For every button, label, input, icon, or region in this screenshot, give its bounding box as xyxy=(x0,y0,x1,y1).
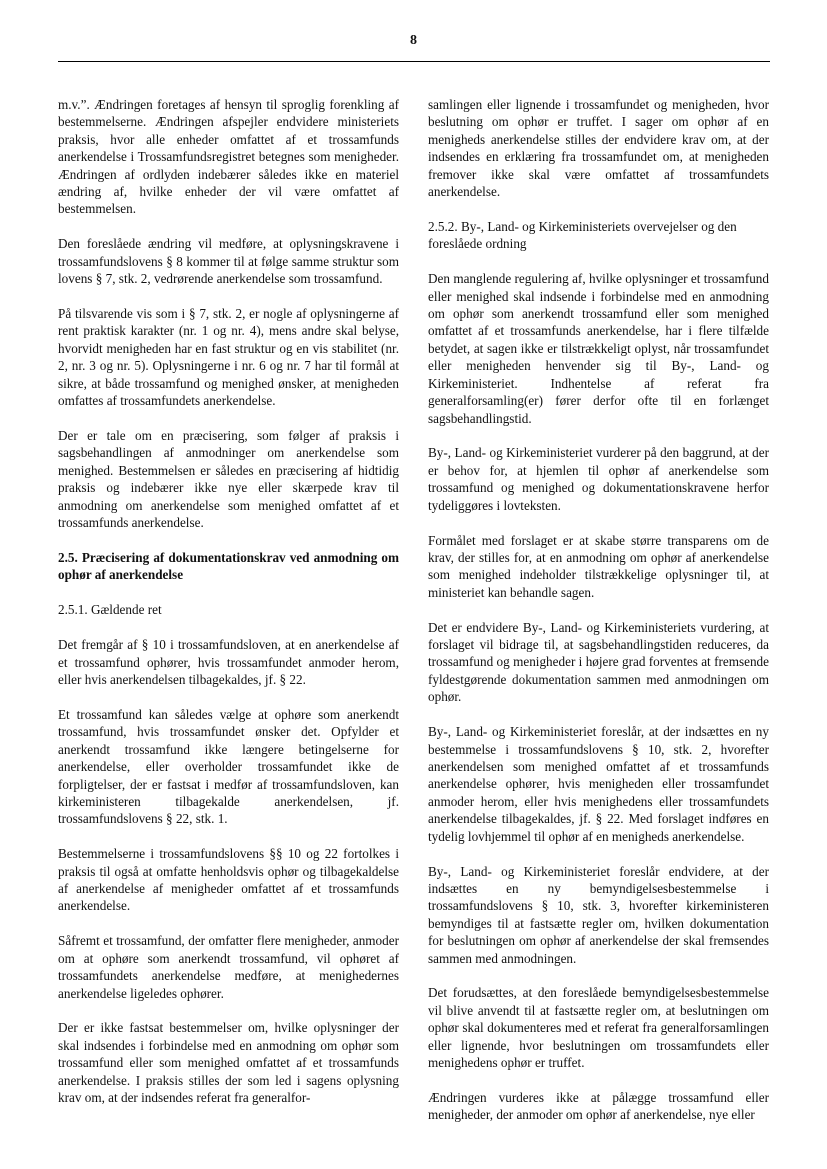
header-rule xyxy=(58,61,770,62)
paragraph: På tilsvarende vis som i § 7, stk. 2, er nogle af oplysningerne af rent praktisk karakter (nr. 1 og nr. 4), mens andre skal belyse, hvorvidt menigheden har en fast struktur og en vis stabilitet (nr. 2, nr. 3 og nr. 5). Oplysningerne i nr. 6 og nr. 7 har til formål at sikre, at både trossamfund og menighed ønsker, at menigheden omfattes af trossamfundets anerkendelse. xyxy=(58,306,399,409)
left-column xyxy=(58,96,399,1124)
paragraph: By-, Land- og Kirkeministeriet foreslår, at der indsættes en ny bestemmelse i trossamfundslovens § 10, stk. 2, hvorefter anerkendelsen som menighed omfattet af et trossamfunds anerkendelse ophører, hvis menigheden eller trossamfundet anmoder herom, eller hvis menighedens eller trossamfundets anerkendelse tilbagekaldes, jf. § 22. Med forslaget indføres en tydelig lovhjemmel til ophør af en menigheds anerkendelse. xyxy=(428,724,769,844)
paragraph: Ændringen vurderes ikke at pålægge trossamfund eller menigheder, der anmoder om ophør af anerkendelse, nye eller xyxy=(428,1090,769,1123)
paragraph: Det forudsættes, at den foreslåede bemyndigelsesbestemmelse vil blive anvendt til at fastsætte regler om, at beslutningen om ophør skal dokumenteres med et referat fra generalforsamlingen eller lignende, hvor beslutningen om trossamfundets eller menighedens ophør er truffet. xyxy=(428,985,769,1071)
paragraph: Den foreslåede ændring vil medføre, at oplysningskravene i trossamfundslovens § 8 kommer til at følge samme struktur som lovens § 7, stk. 2, vedrørende anerkendelse som trossamfund. xyxy=(58,236,399,287)
paragraph: By-, Land- og Kirkeministeriet foreslår endvidere, at der indsættes en ny bemyndigelsesbestemmelse i trossamfundslovens § 10, stk. 3, hvorefter kirkeministeren bemyndiges til at fastsætte regler om, hvilken dokumentation for beslutningen om ophør af anerkendelse der skal fremsendes sammen med anmodningen. xyxy=(428,863,769,966)
paragraph: By-, Land- og Kirkeministeriet vurderer på den baggrund, at der er behov for, at hjemlen til ophør af anerkendelse som trossamfund og menighed og dokumentationskravene herfor tydeliggøres i lovteksten. xyxy=(428,445,769,513)
right-column xyxy=(428,96,769,1141)
paragraph: samlingen eller lignende i trossamfundet og menigheden, hvor beslutning om ophør er truffet. I sager om ophør af en menigheds anerkendelse stilles der endvidere krav om, at der indsendes en erklæring fra trossamfundet om, at menigheden fremover ikke skal være omfattet af trossamfundets anerkendelse. xyxy=(428,97,769,200)
page-number: 8 xyxy=(410,33,417,48)
paragraph: Et trossamfund kan således vælge at ophøre som anerkendt trossamfund, hvis trossamfundet ønsker det. Opfylder et anerkendt trossamfund ikke længere betingelserne for anerkendelse, eller overholder trossamfundet ikke de forpligtelser, der er fastsat i medfør af trossamfundsloven, kan kirkeministeren tilbagekalde anerkendelsen, jf. trossamfundslovens § 22, stk. 1. xyxy=(58,706,399,827)
paragraph: Der er ikke fastsat bestemmelser om, hvilke oplysninger der skal indsendes i forbindelse med en anmodning om ophør som trossamfund eller som menighed omfattet af et trossamfunds anerkendelse. I praksis stilles der som led i sagens oplysning krav om, at der indsendes referat fra generalfor- xyxy=(58,1020,399,1106)
paragraph: Den manglende regulering af, hvilke oplysninger et trossamfund eller menighed skal indsende i forbindelse med en anmodning om ophør som anerkendt trossamfund eller som menighed omfattet af et trossamfunds anerkendelse, har i flere tilfælde betydet, at sagen ikke er tilstrækkeligt oplyst, når trossamfundet eller menigheden henvender sig til By-, Land- og Kirkeministeriet. Indhentelse af referat fra generalforsamling(er) fører derfor ofte til en forlænget sagsbehandlingstid. xyxy=(428,271,769,426)
paragraph: Bestemmelserne i trossamfundslovens §§ 10 og 22 fortolkes i praksis til også at omfatte henholdsvis ophør og tilbagekaldelse af anerkendelse af menigheder omfattet af et trossamfunds anerkendelse. xyxy=(58,846,399,914)
paragraph: Formålet med forslaget er at skabe større transparens om de krav, der stilles for, at en anmodning om ophør af anerkendelse som menighed indeholder tilstrækkelige oplysninger til, at ministeriet kan behandle sagen. xyxy=(428,532,769,600)
paragraph: Der er tale om en præcisering, som følger af praksis i sagsbehandlingen af anmodninger om anerkendelse som menighed. Bestemmelsen er således en præcisering af hidtidig praksis og indebærer ikke nye eller skærpede krav til anmodning om anerkendelse som menighed omfattet af et trossamfunds anerkendelse. xyxy=(58,428,399,531)
paragraph: Såfremt et trossamfund, der omfatter flere menigheder, anmoder om at ophøre som anerkendt trossamfund, vil ophøret af trossamfundets anerkendelse medføre, at menighedernes anerkendelse ligeledes ophører. xyxy=(58,933,399,1001)
subsection-heading: 2.5.1. Gældende ret xyxy=(58,602,162,618)
paragraph: Det fremgår af § 10 i trossamfundsloven, at en anerkendelse af et trossamfund ophører, hvis trossamfundet anmoder herom, eller hvis anerkendelsen tilbagekaldes, jf. § 22. xyxy=(58,637,399,687)
paragraph: m.v.”. Ændringen foretages af hensyn til sproglig forenkling af bestemmelserne. Ændringen afspejler endvidere ministeriets praksis, hvor alle enheder omfattet af et trossamfunds anerkendelse i Trossamfundsregistret betegnes som menigheder. Ændringen af ordlyden indebærer således ikke en materiel ændring af, hvilke enheder der vil være omfattet af bestemmelsen. xyxy=(58,97,399,217)
paragraph: Det er endvidere By-, Land- og Kirkeministeriets vurdering, at forslaget vil bidrage til, at sagsbehandlingstiden reduceres, da trossamfund og menigheder i højere grad forventes at fremsende fyldestgørende dokumentation sammen med anmodningen om ophør. xyxy=(428,619,769,705)
subsection-heading: 2.5.2. By-, Land- og Kirkeministeriets overvejelser og den foreslåede ordning xyxy=(428,218,737,252)
section-heading: 2.5. Præcisering af dokumentationskrav ved anmodning om ophør af anerkendelse xyxy=(58,549,399,583)
